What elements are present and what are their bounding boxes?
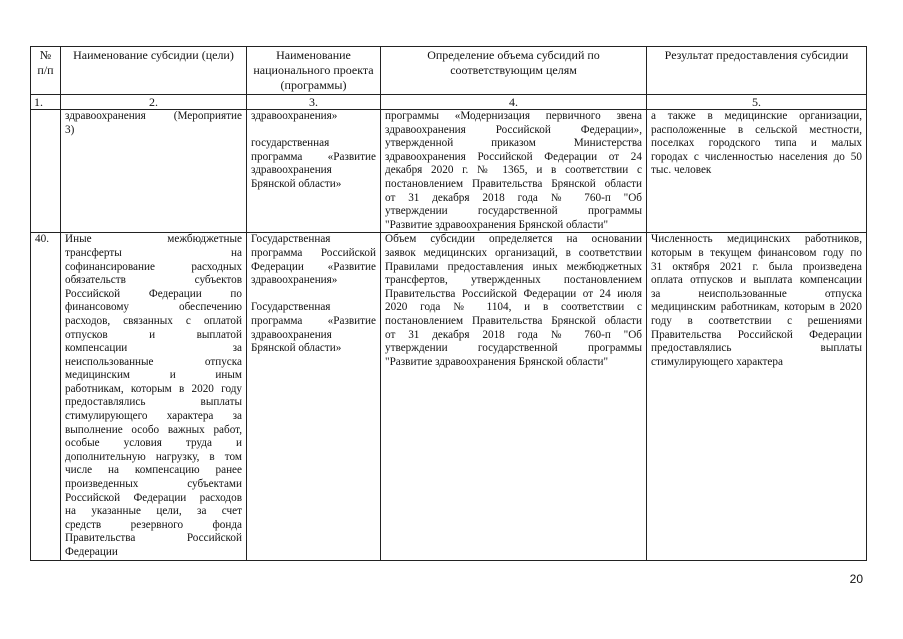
text-line: Иные межбюджетные bbox=[65, 233, 242, 246]
header-national-project: Наименование национального проекта (программы) bbox=[247, 47, 381, 95]
text-line: Правительства Российской Федерации bbox=[651, 328, 862, 341]
table-row bbox=[31, 110, 867, 233]
volume-definition-cell bbox=[381, 233, 647, 561]
text-line: отпусков и выплатой bbox=[65, 328, 242, 341]
column-number-4: 4. bbox=[381, 95, 647, 110]
volume-definition-cell bbox=[381, 110, 647, 233]
text-line: Правительства Российской bbox=[65, 532, 242, 545]
text-line: за неиспользованные отпуска bbox=[651, 287, 862, 300]
text-line: выполнение особо важных работ, bbox=[65, 423, 242, 436]
text-line: тыс. человек bbox=[651, 164, 712, 177]
text-line: предоставлялись выплаты bbox=[65, 396, 242, 409]
text-line: постановлением Правительства Брянской области bbox=[385, 314, 642, 327]
text-line: году в соответствии с решениями bbox=[651, 314, 862, 327]
text-line: числе на компенсацию ранее bbox=[65, 464, 242, 477]
text-gap bbox=[251, 288, 376, 302]
text-line: работникам, которым в 2020 году bbox=[65, 382, 242, 395]
text-line: заявок медицинских организаций, в соответствии bbox=[385, 246, 642, 259]
text-line: программа «Развитие bbox=[251, 314, 376, 327]
text-line: здравоохранения bbox=[251, 164, 332, 177]
subsidy-table bbox=[30, 46, 867, 561]
text-line: 31 октября 2021 г. была произведена bbox=[651, 260, 862, 273]
row-number bbox=[31, 110, 61, 233]
text-line: программы «Модернизация первичного звена bbox=[385, 110, 642, 122]
text-line: Брянской области» bbox=[251, 342, 342, 355]
text-line: здравоохранения» bbox=[251, 110, 338, 122]
text-line: утверждении государственной программы bbox=[385, 205, 642, 218]
result-cell bbox=[647, 110, 867, 233]
column-number-5: 5. bbox=[647, 95, 867, 110]
text-line: медицинским и иным bbox=[65, 369, 242, 382]
table-row bbox=[31, 233, 867, 561]
text-line: софинансирование расходных bbox=[65, 260, 242, 273]
text-line: предоставлялись выплаты bbox=[651, 342, 862, 355]
subsidy-name-cell bbox=[61, 110, 247, 233]
text-line: здравоохранения Российской Федерации», bbox=[385, 123, 642, 136]
subsidy-name-cell bbox=[61, 233, 247, 561]
row-number: 40. bbox=[31, 233, 61, 561]
text-line: Федерации «Развитие bbox=[251, 260, 376, 273]
text-line: обязательств субъектов bbox=[65, 274, 242, 287]
text-line: Правительства Российской Федерации от 24 июля bbox=[385, 287, 642, 300]
text-line: утвержденной приказом Министерства bbox=[385, 137, 642, 150]
header-subsidy-name: Наименование субсидии (цели) bbox=[61, 47, 247, 95]
text-line: которым в текущем финансовом году по bbox=[651, 246, 862, 259]
text-line: неиспользованные отпуска bbox=[65, 355, 242, 368]
result-cell bbox=[647, 233, 867, 561]
text-line: "Развитие здравоохранения Брянской области" bbox=[385, 355, 609, 368]
text-line: трансфертов, утвержденных постановлением bbox=[385, 274, 642, 287]
text-line: трансферты на bbox=[65, 246, 242, 259]
text-line: средств резервного фонда bbox=[65, 518, 242, 531]
column-number-row bbox=[31, 95, 867, 110]
text-line: Российской Федерации по bbox=[65, 287, 242, 300]
text-line: от 31 декабря 2018 года № 760-п "Об bbox=[385, 191, 642, 204]
header-number: № п/п bbox=[31, 47, 61, 95]
text-line: 2020 года № 1104, и в соответствии с bbox=[385, 301, 642, 314]
text-line: произведенных субъектами bbox=[65, 478, 242, 491]
text-line: программа «Развитие bbox=[251, 150, 376, 163]
text-line: оплата отпусков и выплата компенсации bbox=[651, 274, 862, 287]
column-number-2: 2. bbox=[61, 95, 247, 110]
text-line: городах с численностью населения до 50 bbox=[651, 150, 862, 163]
header-result: Результат предоставления субсидии bbox=[647, 47, 867, 95]
text-gap bbox=[251, 124, 376, 138]
text-line: постановлением Правительства Брянской области bbox=[385, 177, 642, 190]
text-line: 3) bbox=[65, 123, 75, 136]
text-line: "Развитие здравоохранения Брянской области" bbox=[385, 218, 609, 231]
text-line: Объем субсидии определяется на основании bbox=[385, 233, 642, 246]
text-line: Государственная bbox=[251, 233, 331, 246]
header-row bbox=[31, 47, 867, 95]
text-line: здравоохранения» bbox=[251, 274, 338, 287]
text-line: Российской Федерации расходов bbox=[65, 491, 242, 504]
text-line: государственная bbox=[251, 137, 330, 150]
column-number-3: 3. bbox=[247, 95, 381, 110]
text-line: здравоохранения Российской Федерации от 24 bbox=[385, 150, 642, 163]
text-line: стимулирующего характера за bbox=[65, 410, 242, 423]
text-line: Федерации bbox=[65, 546, 118, 558]
text-line: Правилами предоставления иных межбюджетных bbox=[385, 260, 642, 273]
text-line: программа Российской bbox=[251, 246, 376, 259]
text-line: особые условия труда и bbox=[65, 437, 242, 450]
text-line: на указанные цели, за счет bbox=[65, 505, 242, 518]
text-line: здравоохранения (Мероприятие bbox=[65, 110, 242, 122]
text-line: Брянской области» bbox=[251, 177, 342, 190]
page-number: 20 bbox=[849, 572, 863, 586]
text-line: медицинским работникам, которым в 2020 bbox=[651, 301, 862, 314]
text-line: здравоохранения bbox=[251, 328, 332, 341]
text-line: от 31 декабря 2018 года № 760-п "Об bbox=[385, 328, 642, 341]
national-project-cell bbox=[247, 110, 381, 233]
text-line: Численность медицинских работников, bbox=[651, 233, 862, 246]
text-line: поселках городского типа и малых bbox=[651, 137, 862, 150]
text-line: декабря 2020 г. № 1365, и в соответствии с bbox=[385, 164, 642, 177]
text-line: а также в медицинские организации, bbox=[651, 110, 862, 122]
header-volume-definition: Определение объема субсидий по соответствующим целям bbox=[381, 47, 647, 95]
column-number-1: 1. bbox=[31, 95, 61, 110]
text-line: дополнительную нагрузку, в том bbox=[65, 450, 242, 463]
text-line: финансовому обеспечению bbox=[65, 301, 242, 314]
national-project-cell bbox=[247, 233, 381, 561]
text-line: расположенные в сельской местности, bbox=[651, 123, 862, 136]
text-line: компенсации за bbox=[65, 342, 242, 355]
text-line: стимулирующего характера bbox=[651, 355, 783, 368]
text-line: утверждении государственной программы bbox=[385, 342, 642, 355]
text-line: Государственная bbox=[251, 301, 331, 314]
text-line: расходов, связанных с оплатой bbox=[65, 314, 242, 327]
